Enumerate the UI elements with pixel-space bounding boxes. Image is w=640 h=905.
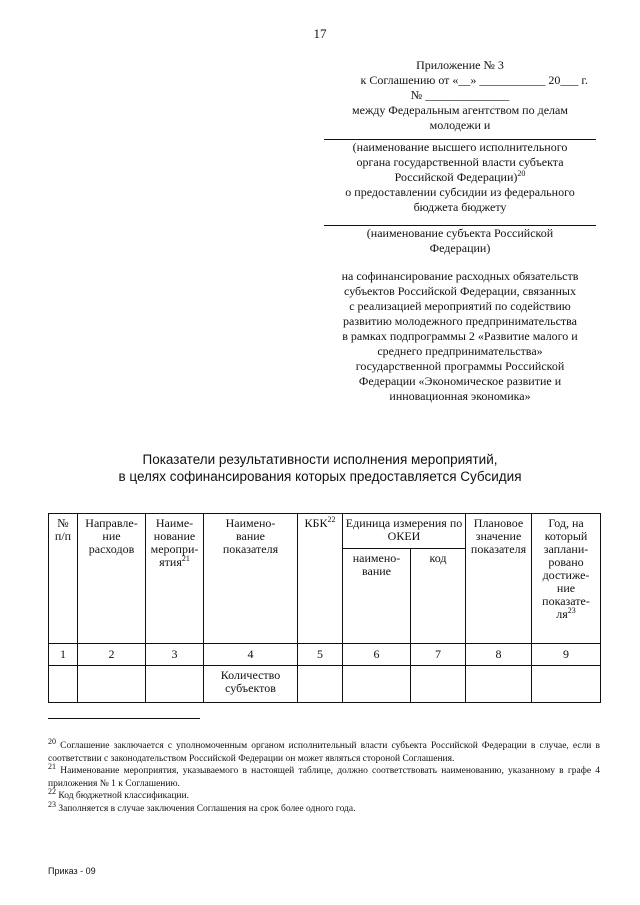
- table-cell: [298, 666, 343, 703]
- table-cell: [532, 666, 601, 703]
- header-cell-unit-code: код: [411, 549, 466, 644]
- purpose-line: с реализацией мероприятий по содействию: [349, 299, 571, 313]
- table-cell: [78, 666, 146, 703]
- header-cell-indicator: Наимено- вание показателя: [204, 514, 298, 644]
- column-number: 7: [411, 644, 466, 666]
- table-cell: [146, 666, 204, 703]
- column-number: 6: [343, 644, 411, 666]
- column-number: 8: [466, 644, 532, 666]
- column-number: 5: [298, 644, 343, 666]
- header-cell-plan: Плановое значение показателя: [466, 514, 532, 644]
- header-cell-unit-name: наимено- вание: [343, 549, 411, 644]
- document-title: [0, 451, 640, 485]
- table-cell: [466, 666, 532, 703]
- purpose-line: Федерации «Экономическое развитие и: [358, 374, 562, 388]
- organ-caption-3: Российской Федерации)$^{20}$: [394, 169, 526, 184]
- column-number: 3: [146, 644, 204, 666]
- purpose-line: субъектов Российской Федерации, связанных: [344, 284, 576, 298]
- purpose-line: инновационная экономика»: [389, 389, 531, 403]
- header-cell-kbk: КБК$^{22}$: [298, 514, 343, 644]
- header-cell-year: Год, на который заплани- ровано достиже- ние показате- $ля^{23}$: [532, 514, 601, 644]
- purpose-line: среднего предпринимательства»: [377, 344, 543, 358]
- footnote: $^{23}$ Заполняется в случае заключения Соглашения на срок более одного года.: [48, 799, 356, 814]
- agreement-date-line: к Соглашению от «__» ___________ 20___ г.: [360, 73, 588, 87]
- column-number: 1: [49, 644, 78, 666]
- organ-caption-1: (наименование высшего исполнительного: [352, 140, 568, 154]
- table-row: [49, 666, 601, 703]
- agreement-number-line: № ______________: [410, 88, 510, 102]
- footnotes: [48, 736, 601, 816]
- column-number: 9: [532, 644, 601, 666]
- header-cell-num: № п/п: [49, 514, 78, 644]
- subsidy-line-2: бюджета бюджету: [413, 200, 507, 214]
- organ-caption-2: органа государственной власти субъекта: [356, 155, 564, 169]
- purpose-line: в рамках подпрограммы 2 «Развитие малого и: [342, 329, 578, 343]
- title-line-2: в целях софинансирования которых предоставляется Субсидия: [118, 469, 522, 484]
- footnote: $^{22}$ Код бюджетной классификации.: [48, 787, 189, 802]
- footnote: $^{21}$ Наименование мероприятия, указываемого в настоящей таблице, должно соответствовать наименованию, указанному в графе 4 приложения № 1 к Соглашению.: [48, 762, 601, 789]
- appendix-title: Приложение № 3: [416, 58, 504, 72]
- footer-order-label: Приказ - 09: [48, 866, 96, 876]
- table-cell: [343, 666, 411, 703]
- header-cell-event: Наиме- нование меропри- ятия$^{21}$: [146, 514, 204, 644]
- column-number: 2: [78, 644, 146, 666]
- subsidy-line-1: о предоставлении субсидии из федерального: [345, 185, 575, 199]
- header-cell-unit: Единица измерения по ОКЕИ: [343, 514, 466, 549]
- subject-caption-2: Федерации): [429, 241, 491, 255]
- indicators-table: [48, 513, 601, 703]
- table-cell: [49, 666, 78, 703]
- table-cell-indicator: Количество субъектов: [204, 666, 298, 703]
- column-number-row: [49, 644, 601, 666]
- purpose-line: на софинансирование расходных обязательств: [341, 269, 579, 283]
- title-line-1: Показатели результативности исполнения мероприятий,: [142, 452, 498, 467]
- header-cell-direction: Направле- ние расходов: [78, 514, 146, 644]
- footnote-divider: [48, 718, 200, 719]
- appendix-header: [320, 58, 600, 404]
- page-number: 17: [313, 26, 327, 41]
- parties-line: между Федеральным агентством по делам: [352, 103, 568, 117]
- table-cell: [411, 666, 466, 703]
- parties-line-2: молодежи и: [429, 118, 491, 132]
- column-number: 4: [204, 644, 298, 666]
- purpose-line: развитию молодежного предпринимательства: [343, 314, 577, 328]
- footnote: $^{20}$ Соглашение заключается с уполномоченным органом исполнительный власти субъекта Российской Федерации в случае, если в соответствии с законодательством Российской Федерации он может являться стороной Соглашения.: [48, 736, 600, 764]
- subject-caption-1: (наименование субъекта Российской: [366, 226, 554, 240]
- purpose-line: государственной программы Российской: [355, 359, 565, 373]
